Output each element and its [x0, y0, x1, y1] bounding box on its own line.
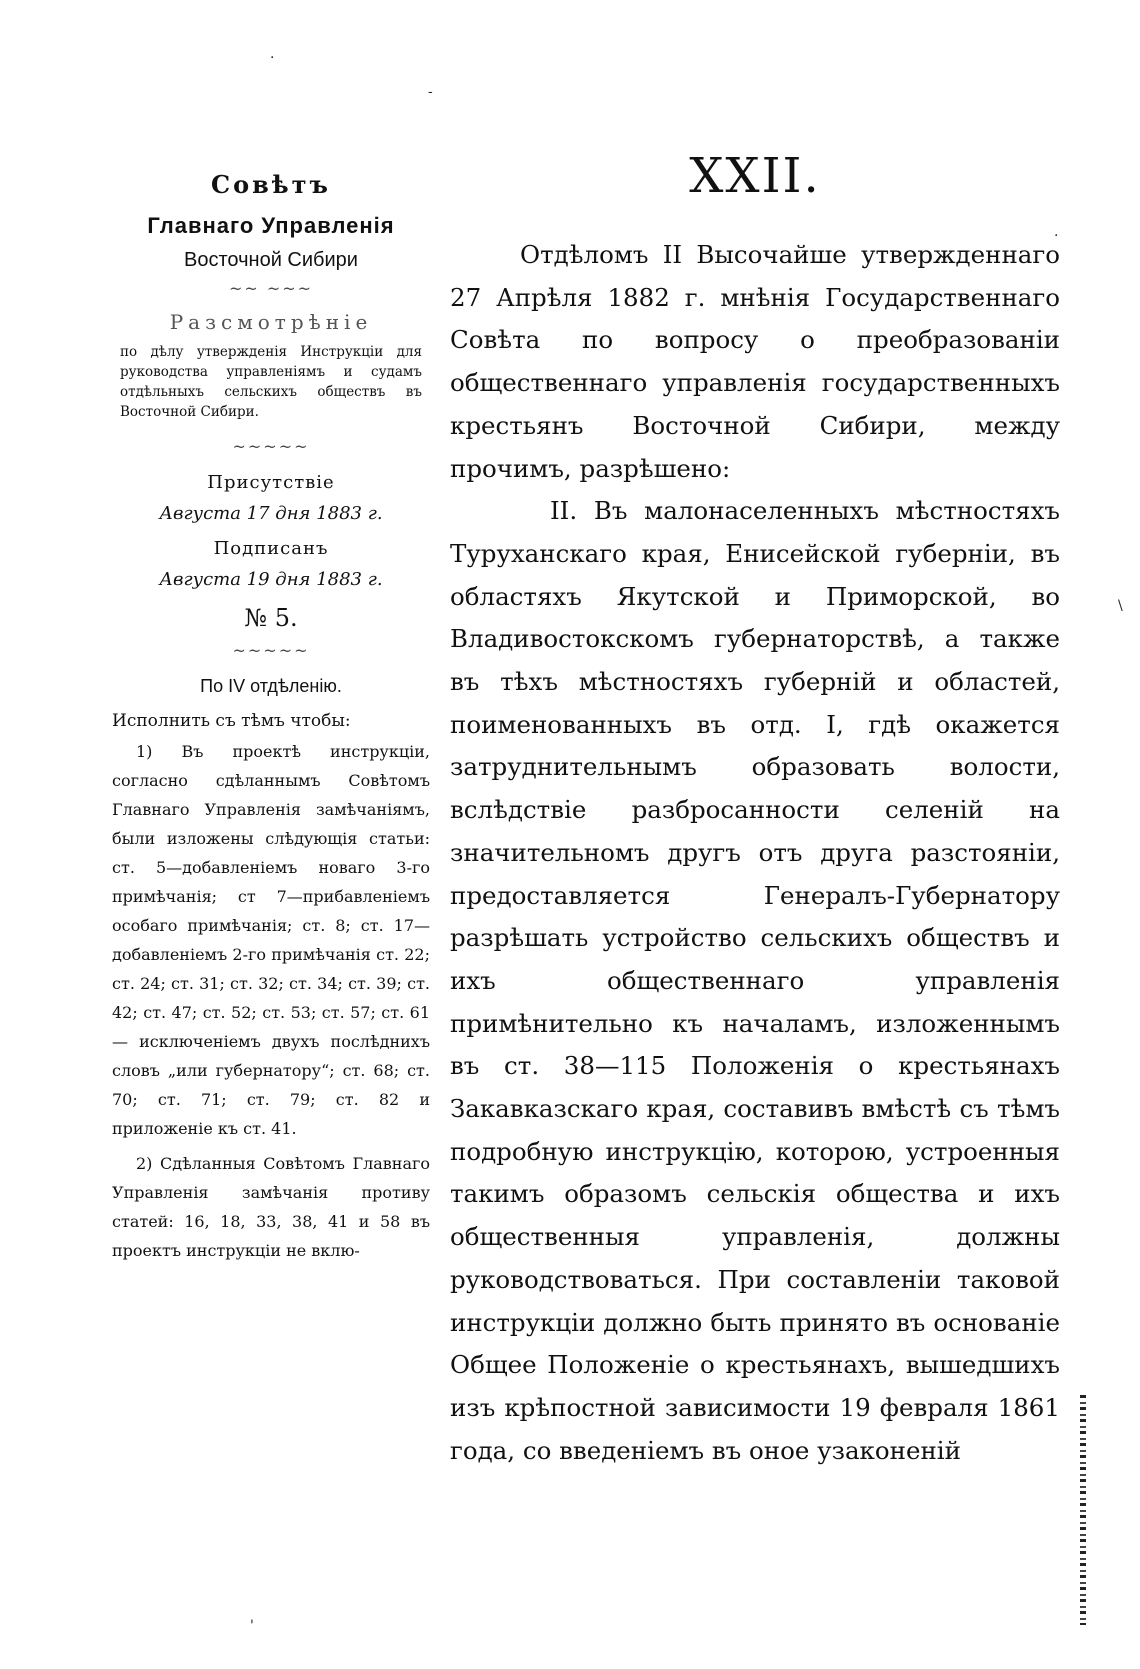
body-paragraph: II. Въ малонаселенныхъ мѣстностяхъ Туруханскаго края, Енисейской губерніи, въ областяхъ Якутской и Приморской, во Владивостокскомъ губернаторствѣ, а также въ тѣхъ мѣстностяхъ губерній и областей, поименованныхъ въ отд. I, гдѣ окажется затруднительнымъ образовать волости, вслѣдствіе разбросанности селеній на значительномъ другъ отъ друга разстояніи, предоставляется Генералъ-Губернатору разрѣшать устройство сельскихъ обществъ и ихъ общественнаго управленія примѣнительно къ началамъ, изложеннымъ въ ст. 38—115 Положенія о крестьянахъ Закавказскаго края, составивъ вмѣстѣ съ тѣмъ подробную инструкцію, которою, устроенныя такимъ образомъ сельскія общества и ихъ общественныя управленія, должны руководствоваться. При составленіи таковой инструкціи должно быть принято въ основаніе Общее Положеніе о крестьянахъ, вышедшихъ изъ крѣпостной зависимости 19 февраля 1861 года, со введеніемъ въ оное узаконеній [450, 496, 1060, 1465]
document-number: № 5. [244, 604, 298, 632]
main-column [450, 148, 1060, 1472]
margin-column [112, 170, 430, 1271]
page-edge-artifact [1080, 1395, 1086, 1625]
resolution-item: 2) Сдѣланныя Совѣтомъ Главнаго Управленія замѣчанія противу статей: 16, 18, 33, 38, 41 и 58 въ проектъ инструкціи не вклю- [112, 1154, 430, 1260]
presence-date: Августа 17 дня 1883 г. [159, 503, 383, 524]
section-heading: XXII. [689, 148, 821, 204]
signed-date: Августа 19 дня 1883 г. [159, 569, 383, 590]
review-heading: Разсмотрѣніе [169, 310, 373, 334]
council-subtitle-region: Восточной Сибири [184, 249, 358, 271]
council-subtitle-main: Главнаго Управленія [147, 213, 395, 238]
scan-speck: · [1054, 228, 1059, 244]
scan-speck: · [270, 50, 275, 66]
department-label: По IV отдѣленію. [200, 676, 342, 696]
council-title: Совѣтъ [211, 170, 331, 199]
resolution-item: 1) Въ проектѣ инструкціи, согласно сдѣланнымъ Совѣтомъ Главнаго Управленія замѣчаніямъ, были изложены слѣдующія статьи: ст. 5—добавленіемъ новаго 3-го примѣчанія; ст 7—прибавленіемъ особаго примѣчанія; ст. 8; ст. 17—добавленіемъ 2-го примѣчанія ст. 22; ст. 24; ст. 31; ст. 32; ст. 34; ст. 39; ст. 42; ст. 47; ст. 52; ст. 53; ст. 57; ст. 61 — исключеніемъ двухъ послѣднихъ словъ „или губернатору“; ст. 68; ст. 70; ст. 71; ст. 79; ст. 82 и приложеніе къ ст. 41. [112, 742, 430, 1138]
signed-label: Подписанъ [213, 538, 329, 559]
scan-speck: \ [1118, 598, 1123, 614]
scan-speck: ' [250, 1618, 254, 1634]
review-subject: по дѣлу утвержденія Инструкціи для руководства управленіямъ и судамъ отдѣльныхъ сельскихъ обществъ въ Восточной Сибири. [120, 344, 422, 420]
ornament-divider: ~~~~~ [232, 641, 310, 660]
scan-speck: - [428, 84, 433, 100]
ornament-divider: ~~ ~~~ [228, 279, 314, 298]
resolution-intro: Исполнить съ тѣмъ чтобы: [112, 711, 351, 731]
body-paragraph: Отдѣломъ II Высочайше утвержденнаго 27 Апрѣля 1882 г. мнѣнія Государственнаго Совѣта по вопросу о преобразованіи общественнаго управленія государственныхъ крестьянъ Восточной Сибири, между прочимъ, разрѣшено: [450, 240, 1060, 483]
ornament-divider: ~~~~~ [232, 437, 310, 456]
presence-label: Присутствіе [207, 472, 335, 493]
